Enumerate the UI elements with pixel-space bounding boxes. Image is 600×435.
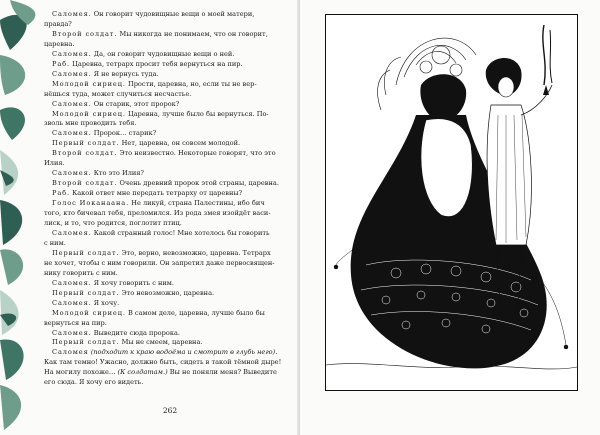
text-line <box>44 378 292 388</box>
dialogue-text: Это, верно, невозможно, царевна. Тетрарх <box>119 248 271 257</box>
text-line <box>44 358 292 368</box>
text-line <box>44 30 292 40</box>
dialogue-text: вернуться на пир. <box>44 318 107 327</box>
dialogue-text: Он старик, этот пророк? <box>91 99 180 108</box>
dialogue-text: Я не вернусь туда. <box>91 69 159 78</box>
dialogue-text: В самом деле, царевна, лучше было бы <box>125 308 265 317</box>
dialogue-text: Кто это Илия? <box>91 169 144 178</box>
speaker-name: Первый солдат. <box>52 288 120 297</box>
text-line <box>44 289 292 299</box>
dialogue-text: На могилу похоже… <box>44 368 118 377</box>
text-line <box>44 368 292 378</box>
speaker-name: Саломея. <box>52 49 92 58</box>
speaker-name: Саломея. <box>52 228 92 237</box>
speaker-name: Молодой сириец. <box>52 308 126 317</box>
speaker-name: Первый солдат. <box>52 139 120 148</box>
text-line <box>44 299 292 309</box>
text-line <box>44 309 292 319</box>
text-line <box>44 40 292 50</box>
speaker-name: Раб. <box>52 59 71 68</box>
dialogue-text: Я хочу говорить с ним. <box>91 278 175 287</box>
speaker-name: Второй солдат. <box>52 179 118 188</box>
dialogue-text: того, кто бичевал тебя, преломился. Из рода змея изойдёт васи- <box>44 209 271 218</box>
dialogue-text: нёшься туда, может случиться несчастье. <box>44 89 192 98</box>
text-line <box>44 50 292 60</box>
text-line <box>44 169 292 179</box>
text-line <box>44 80 292 90</box>
text-line <box>44 338 292 348</box>
text-line <box>44 348 292 358</box>
dialogue-text: зволь мне проводить тебя. <box>44 119 137 128</box>
text-line <box>44 139 292 149</box>
dialogue-text: не хочет, чтобы с ним говорили. Он запретил даже первосвящен- <box>44 258 275 267</box>
stage-direction: (подходит к краю водоёма и смотрит в глубь него). <box>88 348 278 357</box>
speaker-name: Саломея. <box>52 129 92 138</box>
text-line <box>44 20 292 30</box>
text-line <box>44 60 292 70</box>
dialogue-text: правда? <box>44 19 72 28</box>
illustration-art <box>326 15 577 390</box>
text-line <box>44 219 292 229</box>
dialogue-text: Это невозможно, царевна. <box>119 288 215 297</box>
dialogue-text: Мы никогда не понимаем, что он говорит, <box>117 29 268 38</box>
page-number: 262 <box>162 406 178 415</box>
dialogue-text: Мы не смеем, царевна. <box>119 338 203 347</box>
dialogue-text: Очень древний пророк этой страны, царевна. <box>117 179 279 188</box>
text-line <box>44 179 292 189</box>
speaker-name: Саломея <box>52 348 89 357</box>
dialogue-text: Это неизвестно. Некоторые говорят, что это <box>117 149 276 158</box>
text-line <box>44 319 292 329</box>
speaker-name: Саломея. <box>52 69 92 78</box>
dialogue-text: Он говорит чудовищные вещи о моей матери, <box>91 10 255 18</box>
dialogue-text: Не ликуй, страна Палестины, ибо бич <box>129 199 265 208</box>
speaker-name: Саломея. <box>52 10 92 18</box>
speaker-name: Молодой сириец. <box>52 79 126 88</box>
speaker-name: Саломея. <box>52 169 92 178</box>
dialogue-text: Прости, царевна, но, если ты не вер- <box>125 79 257 88</box>
peacock-skirt-illustration <box>325 14 578 391</box>
stage-direction: (К солдатам.) <box>117 368 168 377</box>
text-line <box>44 110 292 120</box>
speaker-name: Саломея. <box>52 278 92 287</box>
speaker-name: Второй солдат. <box>52 29 118 38</box>
dialogue-text: Царевна, лучше было бы вернуться. По- <box>125 109 269 118</box>
dialogue-text: Вы не поняли меня? Выведите <box>167 368 277 377</box>
dialogue-text: его сюда. Я хочу его видеть. <box>44 378 144 387</box>
speaker-name: Первый солдат. <box>52 248 120 257</box>
dialogue-text: Да, он говорит чудовищные вещи о ней. <box>91 49 235 58</box>
play-text <box>44 10 292 388</box>
text-line <box>44 279 292 289</box>
speaker-name: Первый солдат. <box>52 338 120 347</box>
text-line <box>44 119 292 129</box>
text-line <box>44 239 292 249</box>
leaf-cluster <box>0 0 35 430</box>
dialogue-text: Я хочу. <box>91 298 120 307</box>
text-line <box>44 10 292 20</box>
dialogue-text: Как там темно! Ужасно, должно быть, сидеть в такой тёмной дыре! <box>44 358 282 367</box>
text-line <box>44 129 292 139</box>
dialogue-text: Царевна, тетрарх просит тебя вернуться на пир. <box>70 59 243 68</box>
text-line <box>44 209 292 219</box>
dialogue-text: лиск, и то, что родится, поглотит птиц. <box>44 219 182 228</box>
dialogue-text: Нет, царевна, он совсем молодой. <box>119 139 241 148</box>
dialogue-text: Какой странный голос! Мне хотелось бы говорить <box>91 228 270 237</box>
text-line <box>44 159 292 169</box>
speaker-name: Раб. <box>52 189 71 198</box>
text-line <box>44 189 292 199</box>
text-line <box>44 249 292 259</box>
speaker-name: Саломея. <box>52 328 92 337</box>
speaker-name: Второй солдат. <box>52 149 118 158</box>
speaker-name: Голос Иоканаана. <box>52 199 130 208</box>
speaker-name: Молодой сириец. <box>52 109 126 118</box>
text-line <box>44 100 292 110</box>
dialogue-text: Илия. <box>44 159 65 168</box>
text-line <box>44 229 292 239</box>
text-line <box>44 70 292 80</box>
dialogue-text: с ним. <box>44 238 66 247</box>
dialogue-text: Пророк… старик? <box>91 129 157 138</box>
speaker-name: Саломея. <box>52 99 92 108</box>
speaker-name: Саломея. <box>52 298 92 307</box>
text-line <box>44 259 292 269</box>
text-line <box>44 149 292 159</box>
dialogue-text: Какой ответ мне передать тетрарху от царевны? <box>70 189 243 198</box>
text-line <box>44 90 292 100</box>
dialogue-text: Выведите сюда пророка. <box>91 328 180 337</box>
text-line <box>44 329 292 339</box>
dialogue-text: нику говорить с ним. <box>44 268 118 277</box>
dialogue-text: царевна. <box>44 39 75 48</box>
text-line <box>44 269 292 279</box>
text-line <box>44 199 292 209</box>
